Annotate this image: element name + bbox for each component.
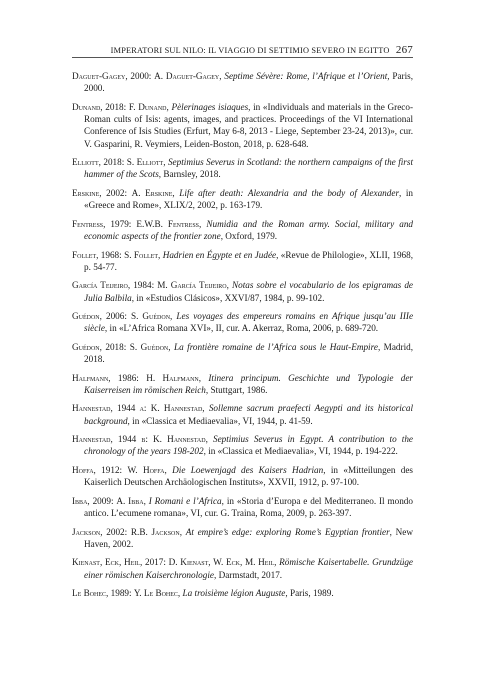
reference-entry: Daguet-Gagey, 2000: A. Daguet-Gagey, Septime Sévère: Rome, l’Afrique et l’Orient, Paris, 2000. <box>72 71 414 94</box>
page-number: 267 <box>395 44 413 56</box>
reference-entry: Hannestad, 1944 a: K. Hannestad, Sollemne sacrum praefecti Aegypti and its historical background, in «Classica et Mediaevalia», VI, 1944, p. 41-59. <box>72 403 414 426</box>
reference-entry: Le Bohec, 1989: Y. Le Bohec, La troisième légion Auguste, Paris, 1989. <box>72 588 334 599</box>
reference-entry: Follet, 1968: S. Follet, Hadrien en Égypte et en Judée, «Revue de Philologie», XLII, 1968, p. 54-77. <box>72 249 414 272</box>
reference-entry: Jackson, 2002: R.B. Jackson, At empire’s edge: exploring Rome’s Egyptian frontier, New Haven, 2002. <box>72 526 414 549</box>
reference-entry: Fentress, 1979: E.W.B. Fentress, Numidia and the Roman army. Social, military and economic aspects of the frontier zone, Oxford, 1979. <box>72 218 414 242</box>
reference-entry: Halfmann, 1986: H. Halfmann, Itinera principum. Geschichte und Typologie der Kaiserreisen im römischen Reich, Stuttgart, 1986. <box>72 372 413 395</box>
header-rule <box>72 57 413 58</box>
bibliography <box>72 70 413 606</box>
reference-entry: Hoffa, 1912: W. Hoffa, Die Loewenjagd des Kaisers Hadrian, in «Mitteilungen des Kaiserlich Deutschen Archäologischen Instituts», XXVII, 1912, p. 97-100. <box>72 464 414 488</box>
reference-entry: Guédon, 2018: S. Guédon, La frontière romaine de l’Africa sous le Haut-Empire, Madrid, 2018. <box>72 341 414 365</box>
reference-entry: Hannestad, 1944 b: K. Hannestad, Septimius Severus in Egypt. A contribution to the chronology of the years 198-202, in «Classica et Mediaevalia», VI, 1944, p. 194-222. <box>72 434 413 457</box>
reference-entry: Erskine, 2002: A. Erskine, Life after death: Alexandria and the body of Alexander, in «Greece and Rome», XLIX/2, 2002, p. 163-179. <box>72 187 414 211</box>
reference-entry: Kienast, Eck, Heil, 2017: D. Kienast, W. Eck, M. Heil, Römische Kaisertabelle. Grundzüge einer römischen Kaiserchronologie, Darmstadt, 2017. <box>72 557 413 580</box>
reference-entry: Dunand, 2018: F. Dunand, Pèlerinages isiaques, in «Individuals and materials in the Greco-Roman cults of Isis: agents, images, and practices. Proceedings of the VI International Conference of Isis Studies (Erfurt, May 6-8, 2013 - Liege, September 23-24, 2013)», cur. V. Gasparini, R. Veymiers, Leiden-Boston, 2018, p. 628-648. <box>72 101 414 149</box>
reference-entry: Guédon, 2006: S. Guédon, Les voyages des empereurs romains en Afrique jusqu’au IIIe siècle, in «L’Africa Romana XVI», II, cur. A. Akerraz, Roma, 2006, p. 689-720. <box>72 311 414 334</box>
running-head <box>72 44 413 56</box>
reference-entry: Elliott, 2018: S. Elliott, Septimius Severus in Scotland: the northern campaigns of the first hammer of the Scots, Barnsley, 2018. <box>72 157 414 180</box>
running-head-title: IMPERATORI SUL NILO: IL VIAGGIO DI SETTIMIO SEVERO IN EGITTO <box>110 46 390 55</box>
reference-entry: Ibba, 2009: A. Ibba, I Romani e l’Africa, in «Storia d’Europa e del Mediterraneo. Il mondo antico. L’ecumene romana», VI, cur. G. Traina, Roma, 2009, p. 263-397. <box>72 495 413 519</box>
reference-entry: García Teijeiro, 1984: M. García Teijeiro, Notas sobre el vocabulario de los epigramas de Julia Balbila, in «Estudios Clásicos», XXVI/87, 1984, p. 99-102. <box>72 280 414 303</box>
